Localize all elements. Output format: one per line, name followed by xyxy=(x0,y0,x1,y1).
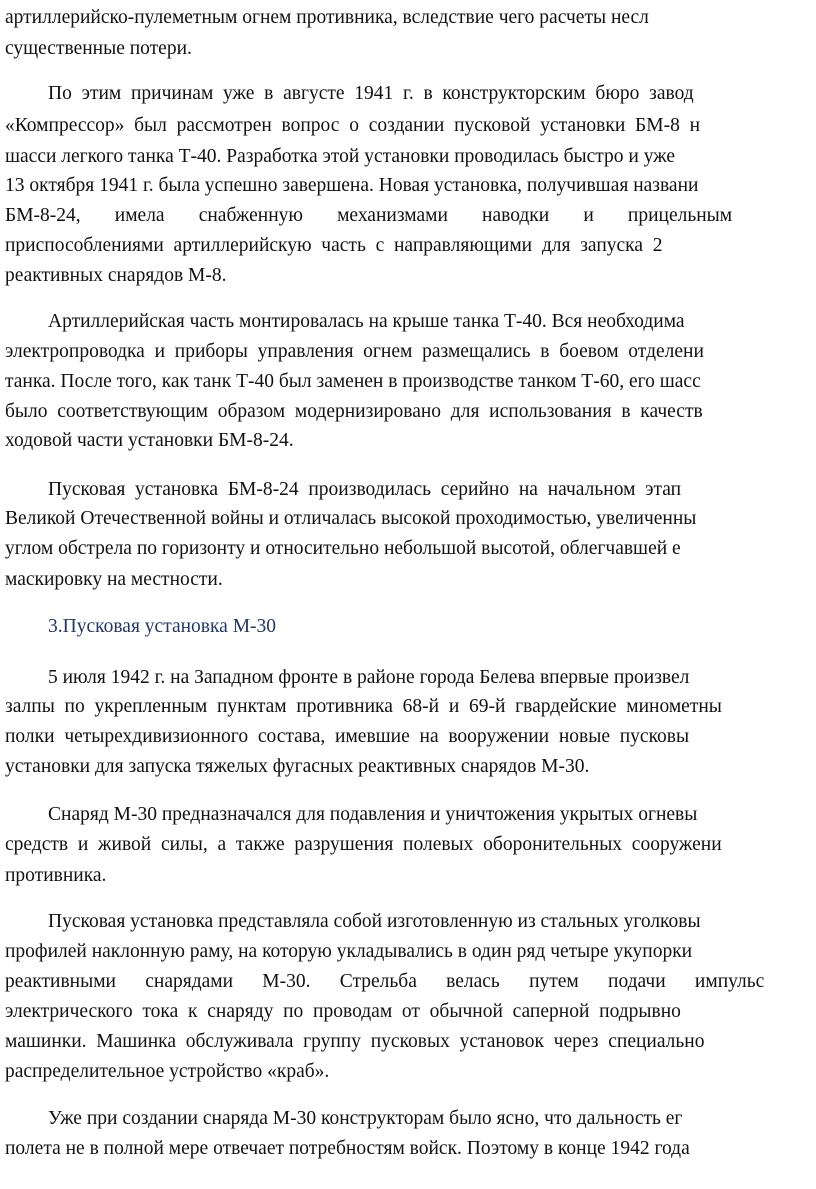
paragraph-3-line-1: Артиллерийская часть монтировалась на крыше танка Т-40. Вся необходима xyxy=(48,311,685,332)
paragraph-2-line-5: БМ-8-24, имела снабженную механизмами наводки и прицельным xyxy=(5,205,733,226)
paragraph-8-line-2: полета не в полной мере отвечает потребностям войск. Поэтому в конце 1942 года xyxy=(5,1138,690,1159)
paragraph-7-line-3: реактивными снарядами М-30. Стрельба велась путем подачи импульс xyxy=(5,971,765,992)
paragraph-3-line-4: было соответствующим образом модернизировано для использования в качеств xyxy=(5,401,703,422)
paragraph-1-line-2: существенные потери. xyxy=(5,38,192,59)
section-heading: 3.Пусковая установка М-30 xyxy=(48,616,277,637)
paragraph-2-line-2: «Компрессор» был рассмотрен вопрос о создании пусковой установки БМ-8 н xyxy=(5,115,701,136)
paragraph-4-line-2: Великой Отечественной войны и отличалась высокой проходимостью, увеличенны xyxy=(5,508,697,529)
paragraph-2-line-3: шасси легкого танка Т-40. Разработка этой установки проводилась быстро и уже xyxy=(5,146,676,167)
paragraph-7-line-1: Пусковая установка представляла собой изготовленную из стальных уголковы xyxy=(48,911,701,932)
paragraph-2-line-6: приспособлениями артиллерийскую часть с направляющими для запуска 2 xyxy=(5,235,663,256)
paragraph-1-line-1: артиллерийско-пулеметным огнем противника, вследствие чего расчеты несл xyxy=(5,7,649,28)
paragraph-7-line-6: распределительное устройство «краб». xyxy=(5,1061,330,1082)
paragraph-6-line-1: Снаряд М-30 предназначался для подавления и уничтожения укрытых огневы xyxy=(48,804,698,825)
paragraph-2-line-1: По этим причинам уже в августе 1941 г. в конструкторским бюро завод xyxy=(48,83,694,104)
paragraph-7-line-5: машинки. Машинка обслуживала группу пусковых установок через специально xyxy=(5,1031,705,1052)
paragraph-4-line-1: Пусковая установка БМ-8-24 производилась серийно на начальном этап xyxy=(48,479,682,500)
paragraph-6-line-2: средств и живой силы, а также разрушения полевых оборонительных сооружени xyxy=(5,834,722,855)
paragraph-5-line-2: залпы по укрепленным пунктам противника 68-й и 69-й гвардейские минометны xyxy=(5,696,722,717)
paragraph-3-line-5: ходовой части установки БМ-8-24. xyxy=(5,430,294,451)
paragraph-5-line-4: установки для запуска тяжелых фугасных реактивных снарядов М-30. xyxy=(5,756,590,777)
paragraph-8-line-1: Уже при создании снаряда М-30 конструкторам было ясно, что дальность ег xyxy=(48,1108,683,1129)
paragraph-7-line-4: электрического тока к снаряду по проводам от обычной саперной подрывно xyxy=(5,1001,681,1022)
paragraph-5-line-3: полки четырехдивизионного состава, имевшие на вооружении новые пусковы xyxy=(5,726,690,747)
paragraph-2-line-4: 13 октября 1941 г. была успешно завершена. Новая установка, получившая названи xyxy=(5,175,699,196)
paragraph-3-line-3: танка. После того, как танк Т-40 был заменен в производстве танком Т-60, его шасс xyxy=(5,371,701,392)
paragraph-2-line-7: реактивных снарядов М-8. xyxy=(5,265,227,286)
paragraph-4-line-3: углом обстрела по горизонту и относительно небольшой высотой, облегчавшей е xyxy=(5,538,681,559)
paragraph-3-line-2: электропроводка и приборы управления огнем размещались в боевом отделени xyxy=(5,341,704,362)
paragraph-5-line-1: 5 июля 1942 г. на Западном фронте в районе города Белева впервые произвел xyxy=(48,667,690,688)
paragraph-4-line-4: маскировку на местности. xyxy=(5,569,223,590)
paragraph-6-line-3: противника. xyxy=(5,865,107,886)
paragraph-7-line-2: профилей наклонную раму, на которую укладывались в один ряд четыре укупорки xyxy=(5,941,693,962)
